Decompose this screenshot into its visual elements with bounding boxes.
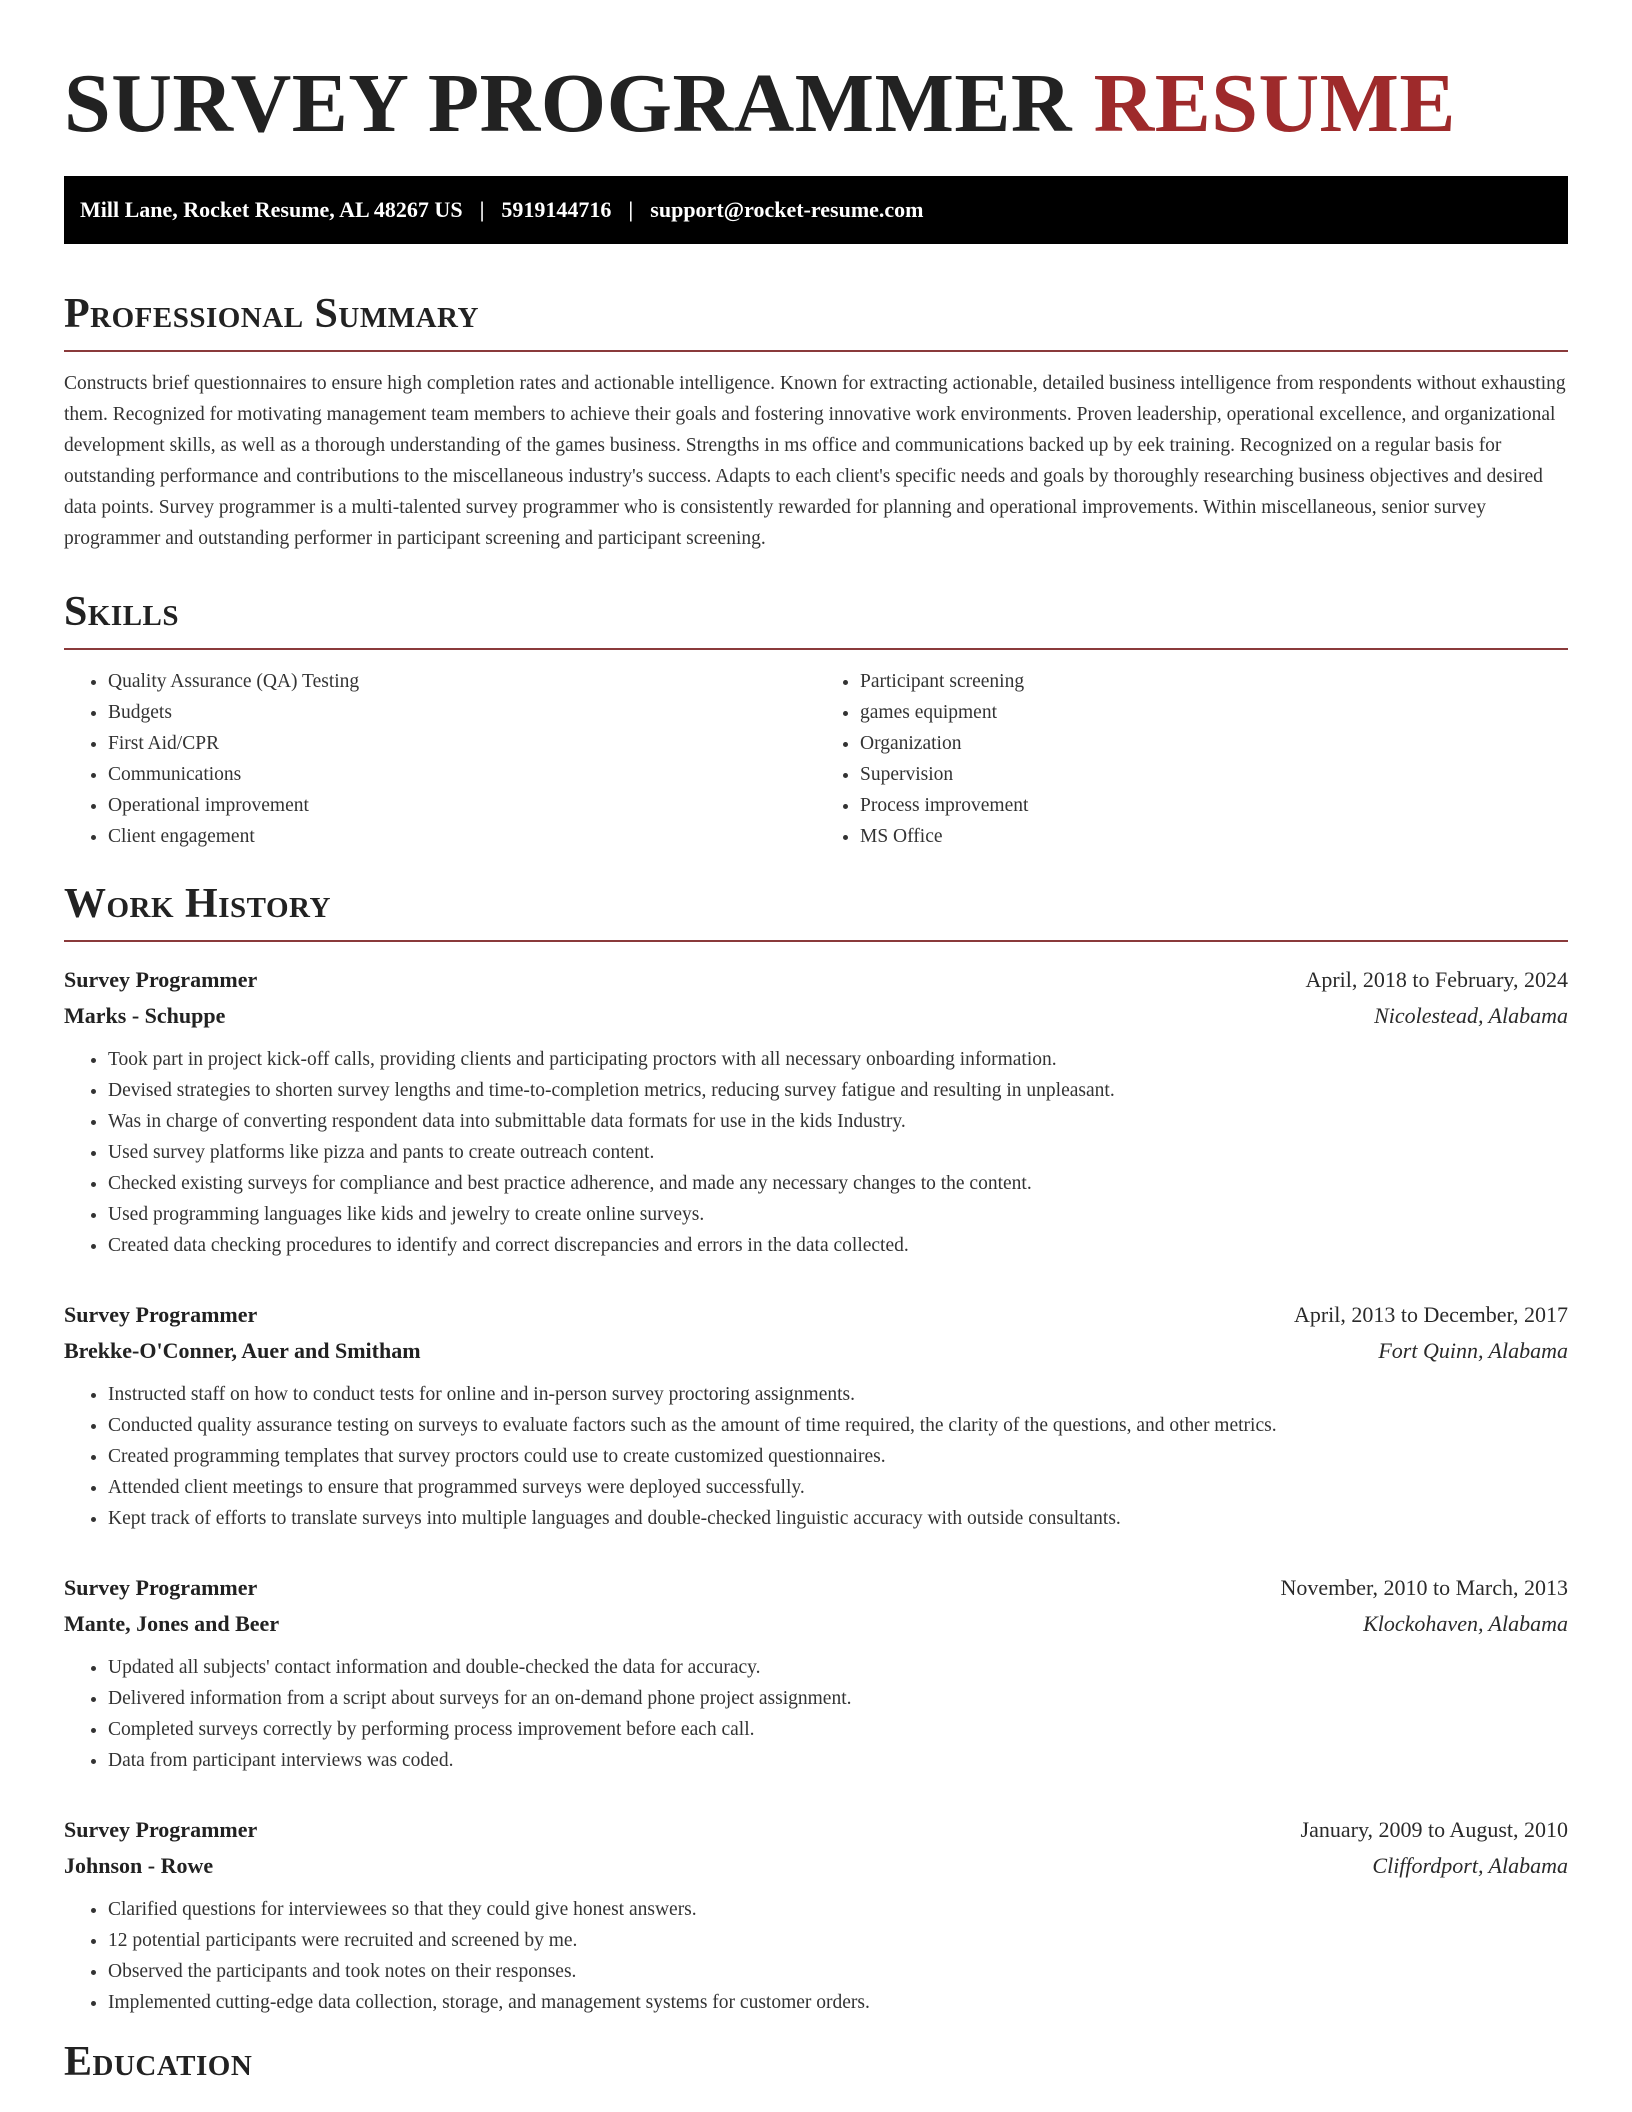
job-bullet: • Created programming templates that survey proctors could use to create customized questionnaires. (108, 1441, 1568, 1472)
section-divider (64, 940, 1568, 942)
contact-address: Mill Lane, Rocket Resume, AL 48267 US (80, 197, 463, 222)
skill-item: • Budgets (108, 697, 816, 728)
job-bullet: • Completed surveys correctly by performing process improvement before each call. (108, 1714, 1568, 1745)
job-bullet: • Took part in project kick-off calls, providing clients and participating proctors with all necessary onboarding information. (108, 1044, 1568, 1075)
job-entry (64, 1297, 1568, 1534)
job-bullet: • Implemented cutting-edge data collection, storage, and management systems for customer orders. (108, 1987, 1568, 2018)
skill-item: • Quality Assurance (QA) Testing (108, 666, 816, 697)
job-title: Survey Programmer (64, 1817, 258, 1842)
job-bullet: • Checked existing surveys for compliance and best practice adherence, and made any necessary changes to the content. (108, 1168, 1568, 1199)
skill-item: • Operational improvement (108, 790, 816, 821)
job-bullet: • Created data checking procedures to identify and correct discrepancies and errors in the data collected. (108, 1230, 1568, 1261)
skill-item: • Organization (860, 728, 1568, 759)
skill-item: • Supervision (860, 759, 1568, 790)
contact-separator: | (628, 197, 634, 222)
job-bullet: • Instructed staff on how to conduct tests for online and in-person survey proctoring assignments. (108, 1379, 1568, 1410)
job-bullet: • Kept track of efforts to translate surveys into multiple languages and double-checked linguistic accuracy with outside consultants. (108, 1503, 1568, 1534)
job-bullet: • Used survey platforms like pizza and pants to create outreach content. (108, 1137, 1568, 1168)
skill-item: • First Aid/CPR (108, 728, 816, 759)
job-bullet: • Clarified questions for interviewees so that they could give honest answers. (108, 1894, 1568, 1925)
contact-email: support@rocket-resume.com (650, 197, 924, 222)
job-bullets (64, 1044, 1568, 1261)
skill-item: • Client engagement (108, 821, 816, 852)
job-dates: January, 2009 to August, 2010 (1300, 1817, 1568, 1842)
title-accent: RESUME (1093, 57, 1456, 150)
job-company: Mante, Jones and Beer (64, 1611, 280, 1636)
job-title: Survey Programmer (64, 967, 258, 992)
summary-text: Constructs brief questionnaires to ensure high completion rates and actionable intelligence. Known for extracting actionable, detailed business intelligence from respondents without exhausting them. Recognized for motivating management team members to achieve their goals and fostering innovative work environments. Proven leadership, operational excellence, and organizational development skills, as well as a thorough understanding of the games business. Strengths in ms office and communications backed up by eek training. Recognized on a regular basis for outstanding performance and contributions to the miscellaneous industry's success. Adapts to each client's specific needs and goals by thoroughly researching business objectives and desired data points. Survey programmer is a multi-talented survey programmer who is consistently rewarded for planning and operational improvements. Within miscellaneous, senior survey programmer and outstanding performer in participant screening and participant screening. (64, 373, 1566, 549)
section-divider (64, 648, 1568, 650)
job-company: Brekke-O'Conner, Auer and Smitham (64, 1338, 421, 1363)
job-bullet: • Data from participant interviews was coded. (108, 1745, 1568, 1776)
job-bullet: • Used programming languages like kids and jewelry to create online surveys. (108, 1199, 1568, 1230)
contact-separator: | (479, 197, 485, 222)
job-bullet: • Updated all subjects' contact information and double-checked the data for accuracy. (108, 1652, 1568, 1683)
job-bullets (64, 1894, 1568, 2018)
skill-item: • Communications (108, 759, 816, 790)
job-dates: April, 2018 to February, 2024 (1305, 967, 1568, 992)
work-history-heading: Work History (64, 881, 331, 927)
contact-phone: 5919144716 (501, 197, 612, 222)
skills-column-right (816, 666, 1568, 852)
job-entry (64, 1570, 1568, 1776)
job-company: Marks - Schuppe (64, 1003, 226, 1028)
job-bullet: • Conducted quality assurance testing on surveys to evaluate factors such as the amount of time required, the clarity of the questions, and other metrics. (108, 1410, 1568, 1441)
skills-heading: Skills (64, 589, 180, 635)
skills-column-left (64, 666, 816, 852)
skills-list (64, 666, 1568, 852)
skill-item: • Participant screening (860, 666, 1568, 697)
contact-bar (64, 176, 1568, 244)
job-entry (64, 1812, 1568, 2018)
skill-item: • Process improvement (860, 790, 1568, 821)
title-main: SURVEY PROGRAMMER (64, 57, 1073, 150)
job-location: Klockohaven, Alabama (1363, 1611, 1568, 1636)
job-bullet: • Was in charge of converting respondent data into submittable data formats for use in the kids Industry. (108, 1106, 1568, 1137)
job-dates: April, 2013 to December, 2017 (1293, 1302, 1568, 1327)
job-bullet: • Attended client meetings to ensure that programmed surveys were deployed successfully. (108, 1472, 1568, 1503)
job-location: Fort Quinn, Alabama (1378, 1338, 1568, 1363)
section-divider (64, 350, 1568, 352)
job-location: Nicolestead, Alabama (1374, 1003, 1568, 1028)
job-entry (64, 962, 1568, 1261)
skill-item: • games equipment (860, 697, 1568, 728)
job-company: Johnson - Rowe (64, 1853, 214, 1878)
job-bullets (64, 1652, 1568, 1776)
job-bullet: • Observed the participants and took notes on their responses. (108, 1956, 1568, 1987)
education-heading: Education (64, 2039, 253, 2085)
job-location: Cliffordport, Alabama (1372, 1853, 1568, 1878)
job-dates: November, 2010 to March, 2013 (1280, 1575, 1568, 1600)
job-bullet: • 12 potential participants were recruited and screened by me. (108, 1925, 1568, 1956)
summary-heading: Professional Summary (64, 291, 479, 337)
job-title: Survey Programmer (64, 1575, 258, 1600)
job-bullet: • Delivered information from a script about surveys for an on-demand phone project assignment. (108, 1683, 1568, 1714)
skill-item: • MS Office (860, 821, 1568, 852)
job-bullets (64, 1379, 1568, 1534)
resume-title (64, 0, 1568, 150)
job-bullet: • Devised strategies to shorten survey lengths and time-to-completion metrics, reducing survey fatigue and resulting in unpleasant. (108, 1075, 1568, 1106)
job-title: Survey Programmer (64, 1302, 258, 1327)
